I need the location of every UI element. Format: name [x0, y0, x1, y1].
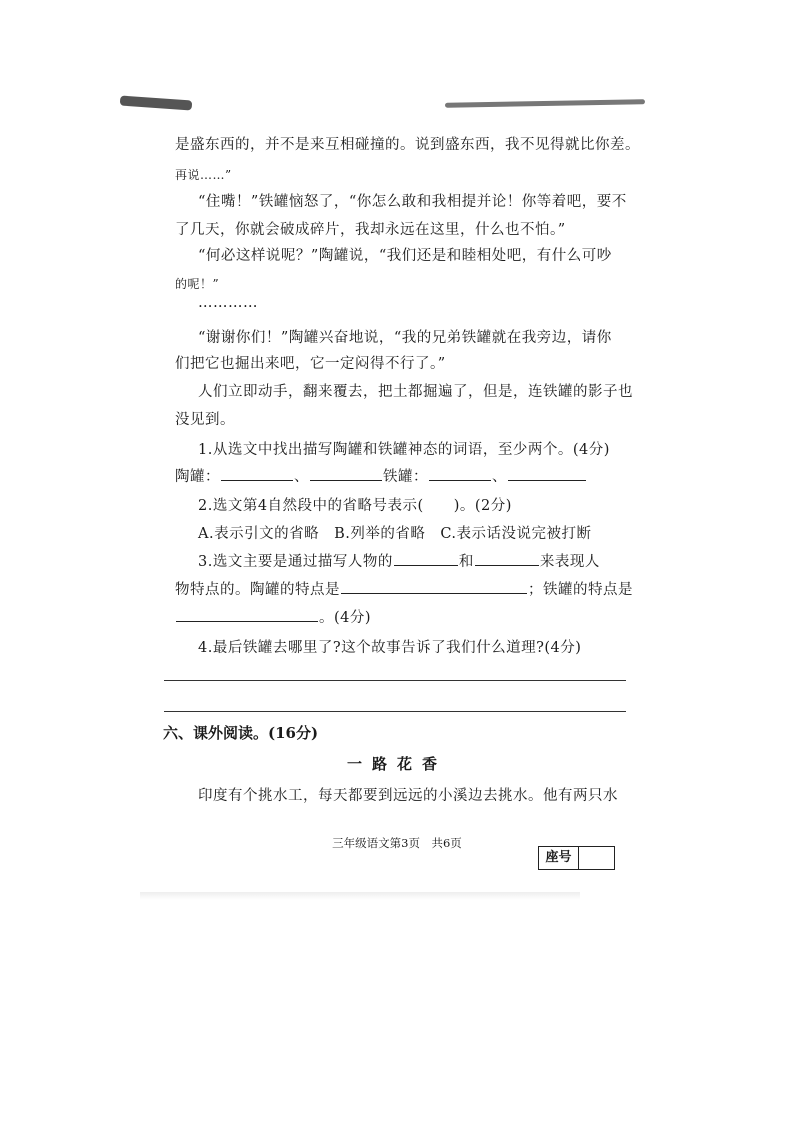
passage-line: 是盛东西的，并不是来互相碰撞的。说到盛东西，我不见得就比你差。 [175, 137, 640, 153]
q3-text: 来表现人 [539, 554, 600, 570]
answer-blank[interactable] [341, 579, 527, 594]
scan-edge-shadow [445, 99, 645, 107]
answer-blank[interactable] [310, 466, 382, 481]
q3-text: 。(4分) [319, 610, 372, 626]
story-first-line: 印度有个挑水工，每天都要到远远的小溪边去挑水。他有两只水 [198, 788, 618, 804]
answer-blank[interactable] [508, 466, 586, 481]
passage-line: 们把它也掘出来吧，它一定闷得不行了。” [175, 356, 446, 372]
q1-sep: 、 [294, 469, 309, 485]
answer-line[interactable] [164, 680, 626, 681]
question-4: 4.最后铁罐去哪里了?这个故事告诉了我们什么道理?(4分) [198, 640, 582, 656]
q3-text: 3.选文主要是通过描写人物的 [198, 554, 393, 570]
passage-line: “何必这样说呢？”陶罐说，“我们还是和睦相处吧，有什么可吵 [198, 248, 612, 264]
passage-ellipsis: ………… [198, 295, 258, 311]
question-1: 1.从选文中找出描写陶罐和铁罐神态的词语，至少两个。(4分) [198, 442, 610, 458]
question-2: 2.选文第4自然段中的省略号表示( )。(2分) [198, 498, 512, 514]
q3-and: 和 [458, 554, 474, 570]
q3-text: 物特点的。陶罐的特点是 [175, 582, 340, 598]
passage-line: 的呢！” [175, 277, 220, 291]
story-title: 一路花香 [346, 755, 447, 773]
answer-blank[interactable] [475, 551, 539, 566]
passage-line: 人们立即动手，翻来覆去，把土都掘遍了，但是，连铁罐的影子也 [198, 384, 633, 400]
question-1-answers [175, 465, 587, 486]
answer-blank[interactable] [429, 466, 491, 481]
q1-sep: 、 [492, 469, 507, 485]
question-3-line2 [175, 578, 633, 599]
scan-edge-shadow [120, 96, 193, 111]
seat-number-box[interactable] [538, 846, 615, 870]
q1-label-tao: 陶罐： [175, 469, 220, 485]
question-2-options: A.表示引文的省略 B.列举的省略 C.表示话没说完被打断 [198, 526, 592, 542]
passage-line: “住嘴！”铁罐恼怒了，“你怎么敢和我相提并论！你等着吧，要不 [198, 194, 627, 210]
page-footer: 三年级语文第3页 共6页 [332, 836, 462, 850]
scan-shadow [140, 892, 580, 900]
seat-label: 座号 [539, 847, 579, 869]
question-3 [198, 550, 600, 571]
section-6-title: 六、课外阅读。(16分) [163, 724, 319, 742]
question-3-line3 [175, 606, 371, 627]
answer-blank[interactable] [221, 466, 293, 481]
passage-line: 再说……” [175, 168, 232, 182]
answer-blank[interactable] [394, 551, 458, 566]
passage-line: 了几天，你就会破成碎片，我却永远在这里，什么也不怕。” [175, 222, 566, 238]
answer-blank[interactable] [176, 607, 318, 622]
passage-line: 没见到。 [175, 412, 235, 428]
q3-text: ；铁罐的特点是 [528, 582, 633, 598]
q1-label-tie: 铁罐： [383, 469, 428, 485]
passage-line: “谢谢你们！”陶罐兴奋地说，“我的兄弟铁罐就在我旁边，请你 [198, 330, 612, 346]
answer-line[interactable] [164, 711, 626, 712]
